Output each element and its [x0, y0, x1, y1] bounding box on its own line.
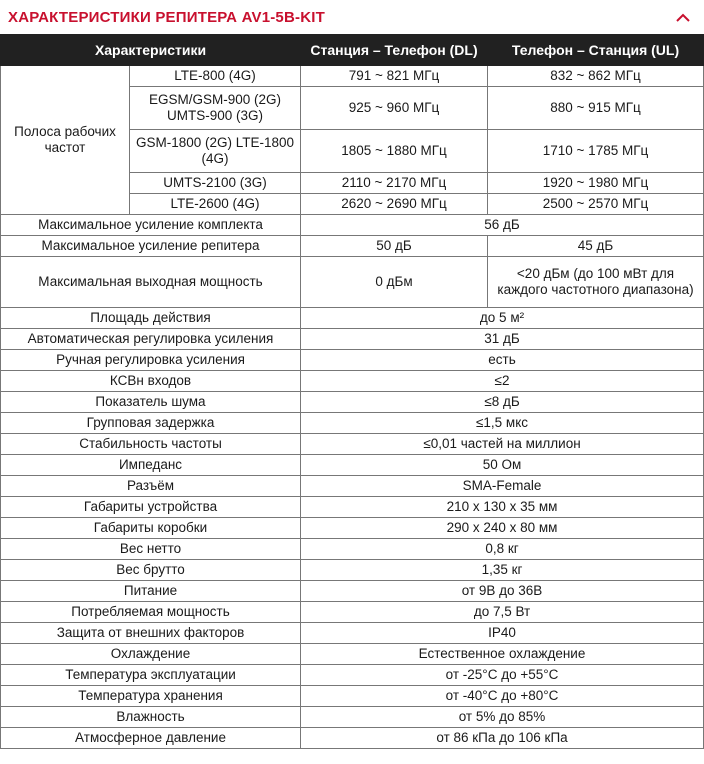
spec-label: Площадь действия — [1, 308, 301, 329]
spec-label: Разъём — [1, 476, 301, 497]
table-row — [1, 257, 704, 308]
table-row — [1, 455, 704, 476]
spec-label: Температура хранения — [1, 686, 301, 707]
table-row — [1, 66, 704, 87]
spec-value-dl: 50 дБ — [301, 236, 488, 257]
table-row — [1, 560, 704, 581]
band-name: LTE-2600 (4G) — [130, 194, 301, 215]
spec-label: КСВн входов — [1, 371, 301, 392]
table-row — [1, 644, 704, 665]
spec-value: от -25°С до +55°С — [301, 665, 704, 686]
spec-value: ≤0,01 частей на миллион — [301, 434, 704, 455]
band-dl: 2110 ~ 2170 МГц — [301, 173, 488, 194]
band-ul: 2500 ~ 2570 МГц — [488, 194, 704, 215]
band-dl: 2620 ~ 2690 МГц — [301, 194, 488, 215]
spec-value: ≤2 — [301, 371, 704, 392]
table-row — [1, 518, 704, 539]
table-row — [1, 434, 704, 455]
band-ul: 1920 ~ 1980 МГц — [488, 173, 704, 194]
spec-label: Габариты коробки — [1, 518, 301, 539]
table-row — [1, 707, 704, 728]
band-dl: 791 ~ 821 МГц — [301, 66, 488, 87]
spec-label: Охлаждение — [1, 644, 301, 665]
spec-label: Атмосферное давление — [1, 728, 301, 749]
spec-value-ul: 45 дБ — [488, 236, 704, 257]
band-ul: 832 ~ 862 МГц — [488, 66, 704, 87]
spec-value: до 7,5 Вт — [301, 602, 704, 623]
spec-label: Габариты устройства — [1, 497, 301, 518]
column-header: Телефон – Станция (UL) — [488, 35, 704, 66]
spec-value: ≤1,5 мкс — [301, 413, 704, 434]
spec-value-ul: <20 дБм (до 100 мВт для каждого частотного диапазона) — [488, 257, 704, 308]
table-row — [1, 686, 704, 707]
spec-label: Импеданс — [1, 455, 301, 476]
table-row — [1, 581, 704, 602]
spec-label: Максимальное усиление комплекта — [1, 215, 301, 236]
spec-value: IP40 — [301, 623, 704, 644]
band-name: LTE-800 (4G) — [130, 66, 301, 87]
spec-value: Естественное охлаждение — [301, 644, 704, 665]
spec-label: Защита от внешних факторов — [1, 623, 301, 644]
band-name: GSM-1800 (2G) LTE-1800 (4G) — [130, 130, 301, 173]
column-header: Станция – Телефон (DL) — [301, 35, 488, 66]
spec-value: 0,8 кг — [301, 539, 704, 560]
spec-value: 210 x 130 x 35 мм — [301, 497, 704, 518]
section-title: ХАРАКТЕРИСТИКИ РЕПИТЕРА AV1-5B-KIT — [8, 8, 325, 26]
spec-value: 1,35 кг — [301, 560, 704, 581]
spec-value: ≤8 дБ — [301, 392, 704, 413]
spec-value-dl: 0 дБм — [301, 257, 488, 308]
table-row — [1, 392, 704, 413]
table-row — [1, 308, 704, 329]
band-name: EGSM/GSM-900 (2G) UMTS-900 (3G) — [130, 87, 301, 130]
table-row — [1, 539, 704, 560]
table-row — [1, 371, 704, 392]
spec-value: SMA-Female — [301, 476, 704, 497]
table-row — [1, 728, 704, 749]
spec-label: Автоматическая регулировка усиления — [1, 329, 301, 350]
spec-label: Питание — [1, 581, 301, 602]
spec-value: от 9В до 36В — [301, 581, 704, 602]
spec-value: есть — [301, 350, 704, 371]
spec-label: Влажность — [1, 707, 301, 728]
table-row — [1, 602, 704, 623]
spec-value: 290 x 240 x 80 мм — [301, 518, 704, 539]
table-row — [1, 350, 704, 371]
spec-label: Вес нетто — [1, 539, 301, 560]
spec-label: Групповая задержка — [1, 413, 301, 434]
column-header: Характеристики — [1, 35, 301, 66]
band-name: UMTS-2100 (3G) — [130, 173, 301, 194]
spec-value: от 86 кПа до 106 кПа — [301, 728, 704, 749]
spec-value: до 5 м² — [301, 308, 704, 329]
spec-value: 31 дБ — [301, 329, 704, 350]
section-header[interactable] — [0, 0, 704, 34]
table-row — [1, 623, 704, 644]
table-row — [1, 215, 704, 236]
spec-label: Стабильность частоты — [1, 434, 301, 455]
band-group-label: Полоса рабочих частот — [1, 66, 130, 215]
spec-label: Максимальное усиление репитера — [1, 236, 301, 257]
spec-label: Потребляемая мощность — [1, 602, 301, 623]
spec-label: Максимальная выходная мощность — [1, 257, 301, 308]
specs-table — [0, 34, 704, 749]
spec-label: Ручная регулировка усиления — [1, 350, 301, 371]
band-dl: 925 ~ 960 МГц — [301, 87, 488, 130]
table-header-row — [1, 35, 704, 66]
table-row — [1, 476, 704, 497]
table-row — [1, 329, 704, 350]
spec-label: Температура эксплуатации — [1, 665, 301, 686]
spec-label: Вес брутто — [1, 560, 301, 581]
band-dl: 1805 ~ 1880 МГц — [301, 130, 488, 173]
band-ul: 1710 ~ 1785 МГц — [488, 130, 704, 173]
table-row — [1, 497, 704, 518]
table-row — [1, 236, 704, 257]
chevron-up-icon[interactable] — [674, 8, 692, 26]
spec-value: от 5% до 85% — [301, 707, 704, 728]
spec-value: от -40°С до +80°С — [301, 686, 704, 707]
table-row — [1, 413, 704, 434]
spec-label: Показатель шума — [1, 392, 301, 413]
spec-value: 50 Ом — [301, 455, 704, 476]
spec-value: 56 дБ — [301, 215, 704, 236]
band-ul: 880 ~ 915 МГц — [488, 87, 704, 130]
table-row — [1, 665, 704, 686]
